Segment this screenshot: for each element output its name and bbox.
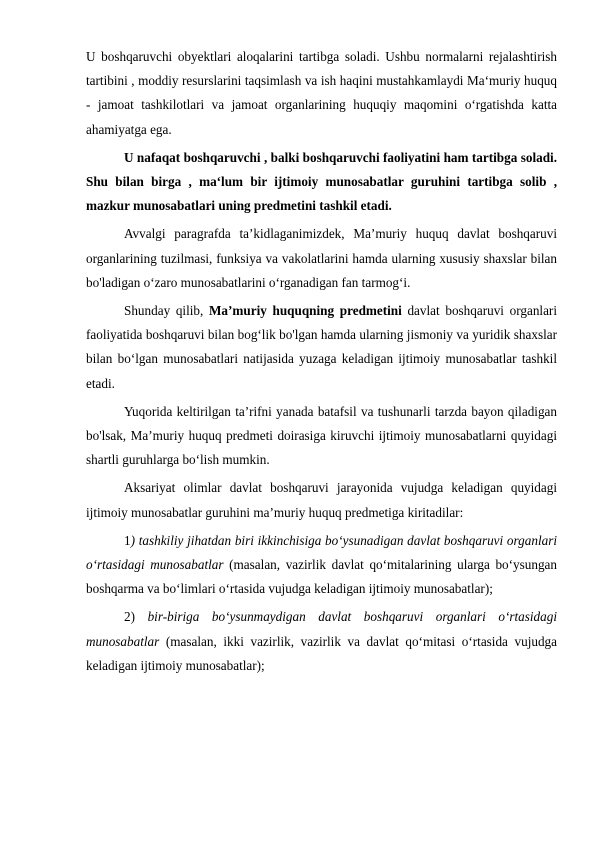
- paragraph-4: [86, 299, 557, 396]
- paragraph-4-rest: davlat boshqaruvi organlari faoliyatida boshqaruvi bilan bog‘lik bo'lgan hamda ularning jismoniy va yuridik shaxslar bilan bo‘lgan munosabatlari natijasida yuzaga keladigan ijtimoiy munosabatlar tashkil etadi.: [86, 303, 557, 391]
- list-item-1: [86, 529, 557, 602]
- list-item-2-term: bir-biriga bo‘ysunmaydigan davlat boshqaruvi organlari o‘rtasidagi munosabatlar: [86, 609, 557, 649]
- list-item-2-number: 2): [124, 609, 148, 625]
- list-item-2: [86, 605, 557, 678]
- document-body: [86, 45, 557, 682]
- paragraph-5: Yuqorida keltirilgan ta’rifni yanada batafsil va tushunarli tarzda bayon qiladigan bo'lsak, Ma’muriy huquq predmeti doirasiga kiruvchi ijtimoiy munosabatlarni quyidagi shartli guruhlarga bo‘lish mumkin.: [86, 403, 557, 468]
- paragraph-4-lead: Shunday qilib,: [124, 303, 209, 319]
- list-item-1-number: 1: [124, 532, 131, 548]
- paragraph-6: Aksariyat olimlar davlat boshqaruvi jarayonida vujudga keladigan quyidagi ijtimoiy munosabatlar guruhini ma’muriy huquq predmetiga kiritadilar:: [86, 480, 557, 520]
- paragraph-3: Avvalgi paragrafda ta’kidlaganimizdek, Ma’muriy huquq davlat boshqaruvi organlarining tuzilmasi, funksiya va vakolatlarini hamda ularning xususiy shaxslar bilan bo'ladigan o‘zaro munosabatlarini o‘rganadigan fan tarmog‘i.: [86, 226, 557, 290]
- paragraph-2-bold: U nafaqat boshqaruvchi , balki boshqaruvchi faoliyatini ham tartibga soladi. Shu bilan birga , ma‘lum bir ijtimoiy munosabatlar guruhini tartibga solib , mazkur munosabatlari uning predmetini tashkil etadi.: [86, 149, 557, 214]
- list-item-2-rest: (masalan, ikki vazirlik, vazirlik va davlat qo‘mitasi o‘rtasida vujudga keladigan ijtimoiy munosabatlar);: [86, 633, 557, 673]
- list-item-1-term: ) tashkiliy jihatdan biri ikkinchisiga bo‘ysunadigan davlat boshqaruvi organlari o‘rtasidagi munosabatlar: [86, 532, 557, 573]
- paragraph-1: U boshqaruvchi obyektlari aloqalarini tartibga soladi. Ushbu normalarni rejalashtirish tartibini , moddiy resurslarini taqsimlash va ish haqini mustahkamlaydi Ma‘muriy huquq - jamoat tashkilotlari va jamoat organlarining huquqiy maqomini o‘rgatishda katta ahamiyatga ega.: [86, 49, 557, 137]
- paragraph-4-bold-term: Ma’muriy huquqning predmetini: [208, 303, 402, 319]
- list-item-1-rest: (masalan, vazirlik davlat qo‘mitalarining ularga bo‘ysungan boshqarma va bo‘limlari o‘rtasida vujudga keladigan ijtimoiy munosabatlar);: [86, 557, 557, 597]
